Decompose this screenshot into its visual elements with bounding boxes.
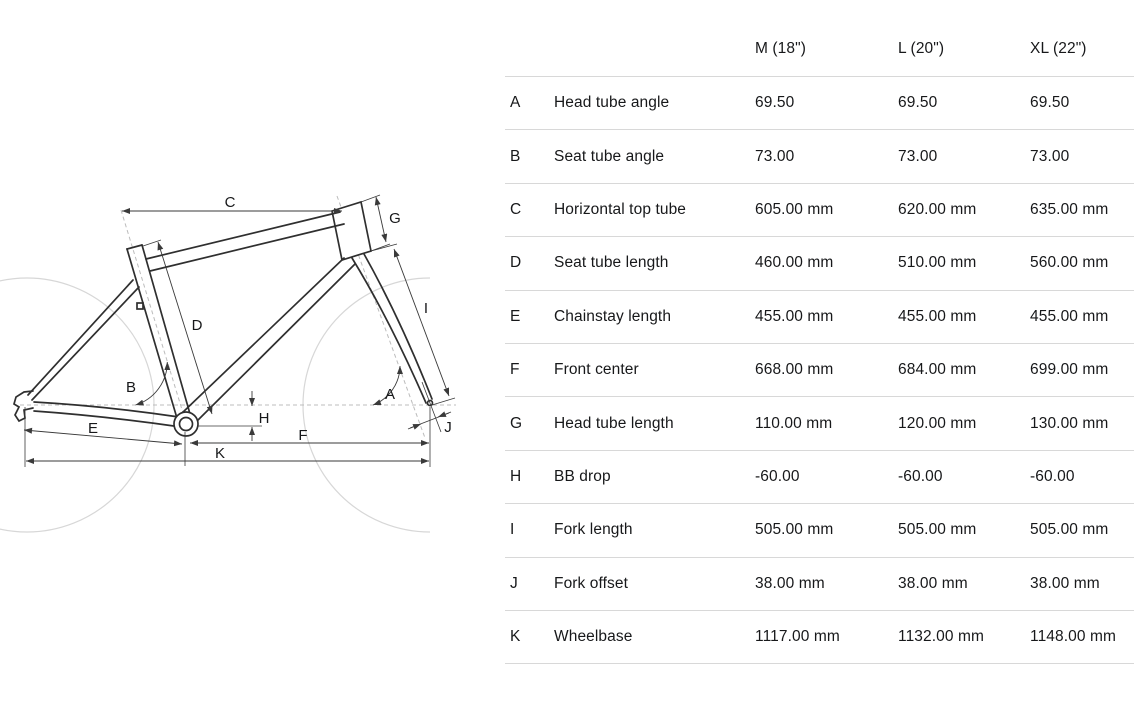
row-value-m: 69.50 (755, 94, 795, 112)
rear-dropout (14, 391, 33, 421)
row-value-xl: 69.50 (1030, 94, 1070, 112)
table-header-row (505, 0, 1134, 77)
label-K: K (214, 445, 226, 462)
row-value-m: 460.00 mm (755, 254, 834, 272)
row-label: Horizontal top tube (554, 200, 687, 218)
row-value-l: 505.00 mm (898, 521, 977, 539)
row-value-xl: 38.00 mm (1030, 574, 1100, 592)
label-F: F (298, 427, 308, 444)
row-value-l: 1132.00 mm (898, 628, 985, 646)
dim-G-head-tube-length (376, 197, 386, 242)
row-value-m: 73.00 (755, 147, 795, 165)
label-H: H (258, 410, 270, 427)
seat-stay-lower (32, 287, 139, 400)
row-value-l: 684.00 mm (898, 361, 977, 379)
table-row (505, 451, 1134, 504)
row-key: G (510, 414, 523, 432)
row-label: Head tube length (554, 414, 674, 432)
label-J: J (444, 419, 452, 436)
row-key: E (510, 307, 521, 325)
row-label: Fork offset (554, 574, 629, 592)
label-A: A (384, 386, 396, 403)
row-label: BB drop (554, 467, 611, 485)
table-row (505, 344, 1134, 397)
geometry-table (505, 0, 1134, 664)
row-value-xl: 73.00 (1030, 147, 1070, 165)
row-value-m: 1117.00 mm (755, 628, 840, 646)
table-row (505, 77, 1134, 130)
row-value-l: 510.00 mm (898, 254, 977, 272)
row-value-xl: 699.00 mm (1030, 361, 1109, 379)
down-tube-lower-edge (192, 264, 355, 426)
column-header-xl: XL (22") (1030, 39, 1087, 57)
row-key: D (510, 254, 522, 272)
seat-tube-top-cap (127, 245, 142, 249)
row-value-l: 620.00 mm (898, 200, 977, 218)
frame (14, 202, 433, 436)
bike-frame-diagram-svg (0, 0, 505, 709)
row-value-m: 668.00 mm (755, 361, 834, 379)
row-label: Fork length (554, 521, 633, 539)
dim-J-right-arrow (438, 412, 451, 417)
row-label: Chainstay length (554, 307, 672, 325)
table-row (505, 558, 1134, 611)
row-value-m: 110.00 mm (755, 414, 833, 432)
label-G: G (389, 210, 401, 227)
seat-tube-mount-detail (137, 303, 143, 309)
column-header-m: M (18") (755, 39, 806, 57)
dim-E-chainstay-length (24, 430, 182, 444)
row-value-xl: -60.00 (1030, 467, 1075, 485)
row-value-m: 455.00 mm (755, 307, 834, 325)
row-value-l: 455.00 mm (898, 307, 977, 325)
fork-offset-extension (422, 382, 441, 432)
label-C: C (224, 194, 236, 211)
row-key: J (510, 574, 518, 592)
row-value-xl: 455.00 mm (1030, 307, 1109, 325)
row-value-xl: 560.00 mm (1030, 254, 1109, 272)
row-value-l: 38.00 mm (898, 574, 968, 592)
down-tube-upper-edge (181, 258, 344, 414)
column-header-l: L (20") (898, 39, 945, 57)
row-value-xl: 635.00 mm (1030, 200, 1109, 218)
row-key: B (510, 147, 521, 165)
label-I: I (423, 300, 429, 317)
label-D: D (191, 317, 203, 334)
row-key: H (510, 467, 522, 485)
row-value-xl: 505.00 mm (1030, 521, 1109, 539)
table-row (505, 130, 1134, 183)
top-tube-lower-edge (150, 224, 344, 271)
row-key: F (510, 361, 520, 379)
frame-geometry-diagram (0, 0, 505, 709)
chain-stay-upper (34, 402, 179, 417)
row-value-l: -60.00 (898, 467, 943, 485)
row-label: Front center (554, 361, 639, 379)
top-tube-upper-edge (146, 212, 340, 259)
fork-crown-extension (371, 244, 397, 251)
row-value-m: 605.00 mm (755, 200, 834, 218)
row-label: Wheelbase (554, 628, 633, 646)
table-row (505, 291, 1134, 344)
table-row (505, 504, 1134, 557)
table-row (505, 611, 1134, 664)
row-value-m: 505.00 mm (755, 521, 834, 539)
row-label: Seat tube length (554, 254, 669, 272)
table-row (505, 397, 1134, 450)
row-value-l: 120.00 mm (898, 414, 977, 432)
row-value-l: 69.50 (898, 94, 938, 112)
label-B: B (125, 379, 137, 396)
table-row (505, 237, 1134, 290)
row-value-xl: 130.00 mm (1030, 414, 1109, 432)
fork-blade-rear-edge (352, 258, 429, 403)
row-key: C (510, 200, 522, 218)
row-value-xl: 1148.00 mm (1030, 628, 1117, 646)
row-key: A (510, 94, 521, 112)
fork-axle-extension (432, 398, 455, 405)
row-label: Seat tube angle (554, 147, 665, 165)
row-key: K (510, 628, 521, 646)
label-E: E (87, 420, 99, 437)
row-label: Head tube angle (554, 94, 670, 112)
dim-J-left-arrow (408, 424, 421, 429)
row-key: I (510, 521, 515, 539)
row-value-m: -60.00 (755, 467, 800, 485)
table-row (505, 184, 1134, 237)
row-value-l: 73.00 (898, 147, 938, 165)
bottom-bracket-outer (174, 412, 198, 436)
row-value-m: 38.00 mm (755, 574, 825, 592)
seat-stay-upper (28, 280, 133, 395)
